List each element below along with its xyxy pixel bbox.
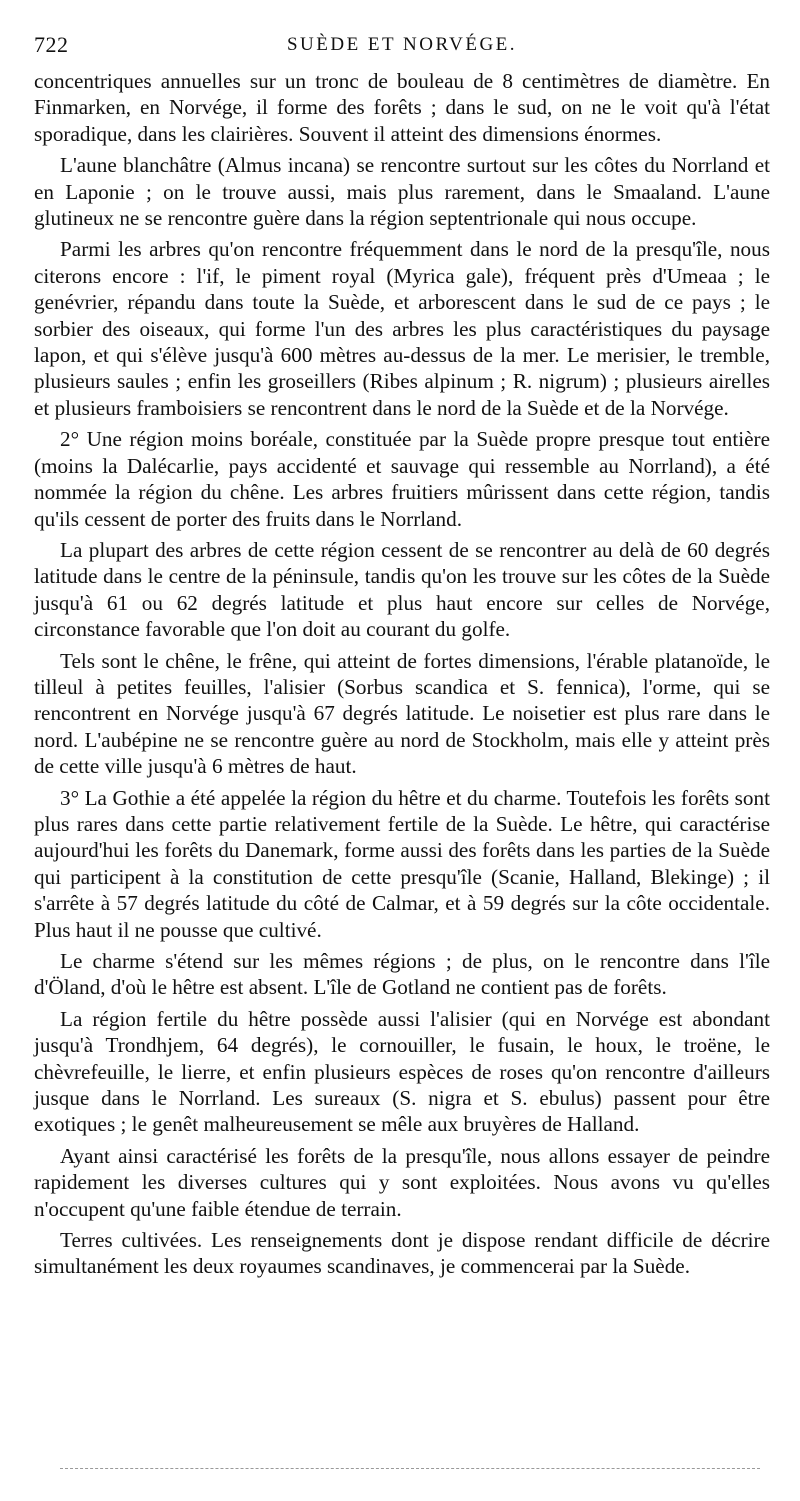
paragraph: Le charme s'étend sur les mêmes régions ; de plus, on le rencontre dans l'île d'Öland, d'où le hêtre est absent. L'île de Gotland ne contient pas de forêts. [34,949,770,1000]
footer-rule [60,1468,760,1469]
paragraph: La plupart des arbres de cette région cessent de se rencontrer au delà de 60 degrés latitude dans le centre de la péninsule, tandis qu'on les trouve sur les côtes de la Suède jusqu'à 61 ou 62 degrés latitude et plus haut encore sur celles de Norvége, circonstance favorable que l'on doit au courant du golfe. [34,537,770,642]
paragraph: L'aune blanchâtre (Almus incana) se rencontre surtout sur les côtes du Norrland et en Laponie ; on le trouve aussi, mais plus rarement, dans le Smaaland. L'aune glutineux ne se rencontre guère dans la région septentrionale qui nous occupe. [34,153,770,231]
paragraph: Tels sont le chêne, le frêne, qui atteint de fortes dimensions, l'érable platanoïde, le tilleul à petites feuilles, l'alisier (Sorbus scandica et S. fennica), l'orme, qui se rencontrent en Norvége jusqu'à 67 degrés latitude. Le noisetier est plus rare dans le nord. L'aubépine ne se rencontre guère au nord de Stockholm, mais elle y atteint près de cette ville jusqu'à 6 mètres de haut. [34,648,770,779]
paragraph: Terres cultivées. Les renseignements dont je dispose rendant difficile de décrire simultanément les deux royaumes scandinaves, je commencerai par la Suède. [34,1228,770,1279]
page-header [34,32,770,64]
paragraph: concentriques annuelles sur un tronc de bouleau de 8 centimètres de diamètre. En Finmarken, en Norvége, il forme des forêts ; dans le sud, on ne le voit qu'à l'état sporadique, dans les clairières. Souvent il atteint des dimensions énormes. [34,69,770,146]
page-number: 722 [34,32,69,57]
paragraph: Ayant ainsi caractérisé les forêts de la presqu'île, nous allons essayer de peindre rapidement les diverses cultures qui y sont exploitées. Nous avons vu qu'elles n'occupent qu'une faible étendue de terrain. [34,1143,770,1221]
body-text [34,68,770,1285]
running-title: SUÈDE ET NORVÉGE. [286,34,518,55]
paragraph: La région fertile du hêtre possède aussi l'alisier (qui en Norvége est abondant jusqu'à Trondhjem, 64 degrés), le cornouiller, le fusain, le houx, le troëne, le chèvrefeuille, le lierre, et enfin plusieurs espèces de roses qu'on rencontre d'ailleurs jusque dans le Norrland. Les sureaux (S. nigra et S. ebulus) passent pour être exotiques ; le genêt malheureusement se mêle aux bruyères de Halland. [34,1006,770,1137]
paragraph: 2° Une région moins boréale, constituée par la Suède propre presque tout entière (moins la Dalécarlie, pays accidenté et sauvage qui ressemble au Norrland), a été nommée la région du chêne. Les arbres fruitiers mûrissent dans cette région, tandis qu'ils cessent de porter des fruits dans le Norrland. [34,427,770,531]
paragraph: Parmi les arbres qu'on rencontre fréquemment dans le nord de la presqu'île, nous citerons encore : l'if, le piment royal (Myrica gale), fréquent près d'Umeaa ; le genévrier, répandu dans toute la Suède, et arborescent dans le sud de ce pays ; le sorbier des oiseaux, qui forme l'un des arbres les plus caractéristiques du paysage lapon, et qui s'élève jusqu'à 600 mètres au-dessus de la mer. Le merisier, le tremble, plusieurs saules ; enfin les groseillers (Ribes alpinum ; R. nigrum) ; plusieurs airelles et plusieurs framboisiers se rencontrent dans le nord de la Suède et de la Norvége. [34,237,770,420]
paragraph: 3° La Gothie a été appelée la région du hêtre et du charme. Toutefois les forêts sont plus rares dans cette partie relativement fertile de la Suède. Le hêtre, qui caractérise aujourd'hui les forêts du Danemark, forme aussi des forêts dans les parties de la Suède qui participent à la constitution de cette presqu'île (Scanie, Halland, Blekinge) ; il s'arrête à 57 degrés latitude du côté de Calmar, et à 59 degrés sur la côte occidentale. Plus haut il ne pousse que cultivé. [34,785,770,942]
